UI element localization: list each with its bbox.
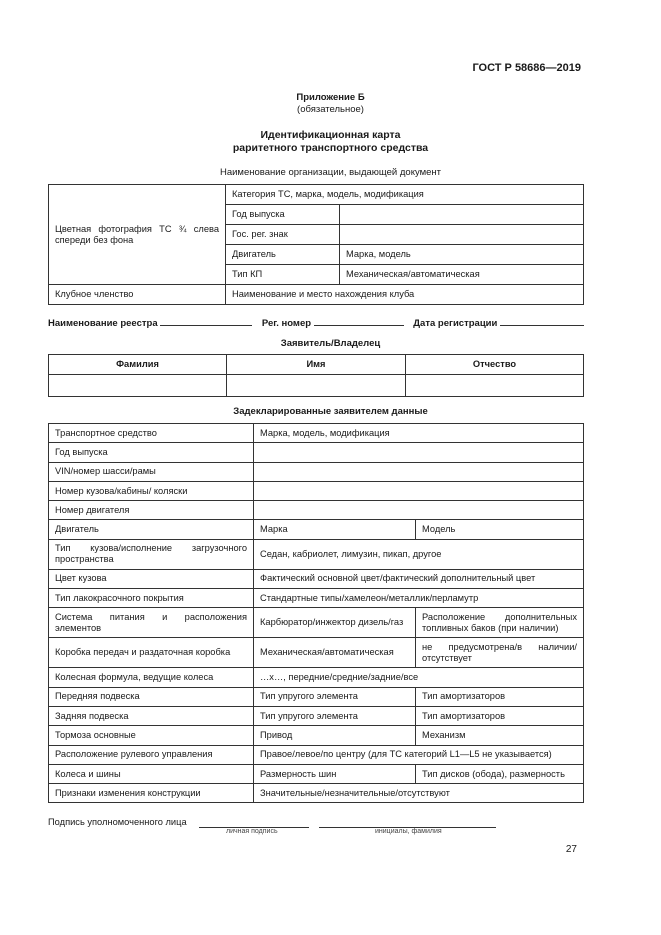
row-label: Тип лакокрасочного покрытия [49,589,254,608]
photo-cell: Цветная фотография ТС ¾ слева спереди без фона [49,185,226,285]
reg-date-line [500,315,584,326]
row-value: Правое/левое/по центру (для ТС категорий L1—L5 не указывается) [254,745,584,764]
row-label: Колесная формула, ведущие колеса [49,668,254,687]
row-label: Тормоза основные [49,726,254,745]
row-value: Значительные/незначительные/отсутствуют [254,784,584,803]
surname-value [49,375,227,397]
engine-cell: Двигатель [226,245,340,265]
row-value-2: Тип амортизаторов [416,687,584,706]
standard-number: ГОСТ Р 58686—2019 [472,62,581,74]
signature-label: Подпись уполномоченного лица [48,817,187,827]
row-label: Передняя подвеска [49,687,254,706]
row-value: Карбюратор/инжектор дизель/газ [254,608,416,638]
row-value [254,443,584,462]
row-value: Марка, модель, модификация [254,424,584,443]
plate-cell: Гос. рег. знак [226,225,340,245]
row-value [254,501,584,520]
club-cell: Клубное членство [49,285,226,305]
page-number: 27 [565,844,577,855]
applicant-title: Заявитель/Владелец [280,338,381,349]
row-value-2: Механизм [416,726,584,745]
card-title-line2: раритетного транспортного средства [232,142,429,154]
row-label: Колеса и шины [49,764,254,783]
row-value-2: Расположение дополнительных топливных баков (при наличии) [416,608,584,638]
club-value: Наименование и место нахождения клуба [226,285,584,305]
row-label: Расположение рулевого управления [49,745,254,764]
card-title-line1: Идентификационная карта [260,129,401,141]
row-label: Номер двигателя [49,501,254,520]
card-table [48,184,584,305]
row-label: Тип кузова/исполнение загрузочного пространства [49,539,254,569]
row-value: Стандартные типы/хамелеон/металлик/перламутр [254,589,584,608]
appendix-subtitle: (обязательное) [297,104,364,115]
row-value [254,462,584,481]
row-value: Марка [254,520,416,539]
registry-name-label: Наименование реестра [48,318,158,329]
year-cell: Год выпуска [226,205,340,225]
signature-caption: личная подпись [226,828,278,835]
row-label: Двигатель [49,520,254,539]
row-value: Тип упругого элемента [254,687,416,706]
appendix-title: Приложение Б [296,92,365,103]
registry-name-line [160,315,252,326]
reg-date-label: Дата регистрации [413,318,498,329]
row-value-2: не предусмотрена/в наличии/ отсутствует [416,638,584,668]
row-label: Год выпуска [49,443,254,462]
gearbox-value: Механическая/автоматическая [340,265,584,285]
patronymic-header: Отчество [406,355,584,375]
row-value: Размерность шин [254,764,416,783]
category-cell: Категория ТС, марка, модель, модификация [226,185,584,205]
declared-title: Задекларированные заявителем данные [233,406,428,417]
gearbox-cell: Тип КП [226,265,340,285]
plate-value [340,225,584,245]
row-value: Фактический основной цвет/фактический дополнительный цвет [254,569,584,588]
row-value-2: Тип амортизаторов [416,706,584,725]
row-label: Номер кузова/кабины/ коляски [49,481,254,500]
surname-header: Фамилия [49,355,227,375]
org-caption: Наименование организации, выдающей документ [219,167,442,178]
row-value: Седан, кабриолет, лимузин, пикап, другое [254,539,584,569]
row-label: Цвет кузова [49,569,254,588]
row-label: Система питания и расположения элементов [49,608,254,638]
row-label: Задняя подвеска [49,706,254,725]
declared-table [48,423,584,803]
row-value: Тип упругого элемента [254,706,416,725]
reg-number-line [314,315,404,326]
applicant-table [48,354,584,397]
row-value: Механическая/автоматическая [254,638,416,668]
name-value [227,375,406,397]
row-value-2: Модель [416,520,584,539]
row-value-2: Тип дисков (обода), размерность [416,764,584,783]
name-header: Имя [227,355,406,375]
row-value: Привод [254,726,416,745]
registry-line [48,315,584,329]
row-label: Признаки изменения конструкции [49,784,254,803]
year-value [340,205,584,225]
row-label: VIN/номер шасси/рамы [49,462,254,481]
row-label: Коробка передач и раздаточная коробка [49,638,254,668]
patronymic-value [406,375,584,397]
row-label: Транспортное средство [49,424,254,443]
reg-number-label: Рег. номер [261,318,312,329]
initials-caption: инициалы, фамилия [375,828,442,835]
row-value: …x…, передние/средние/задние/все [254,668,584,687]
row-value [254,481,584,500]
engine-value: Марка, модель [340,245,584,265]
